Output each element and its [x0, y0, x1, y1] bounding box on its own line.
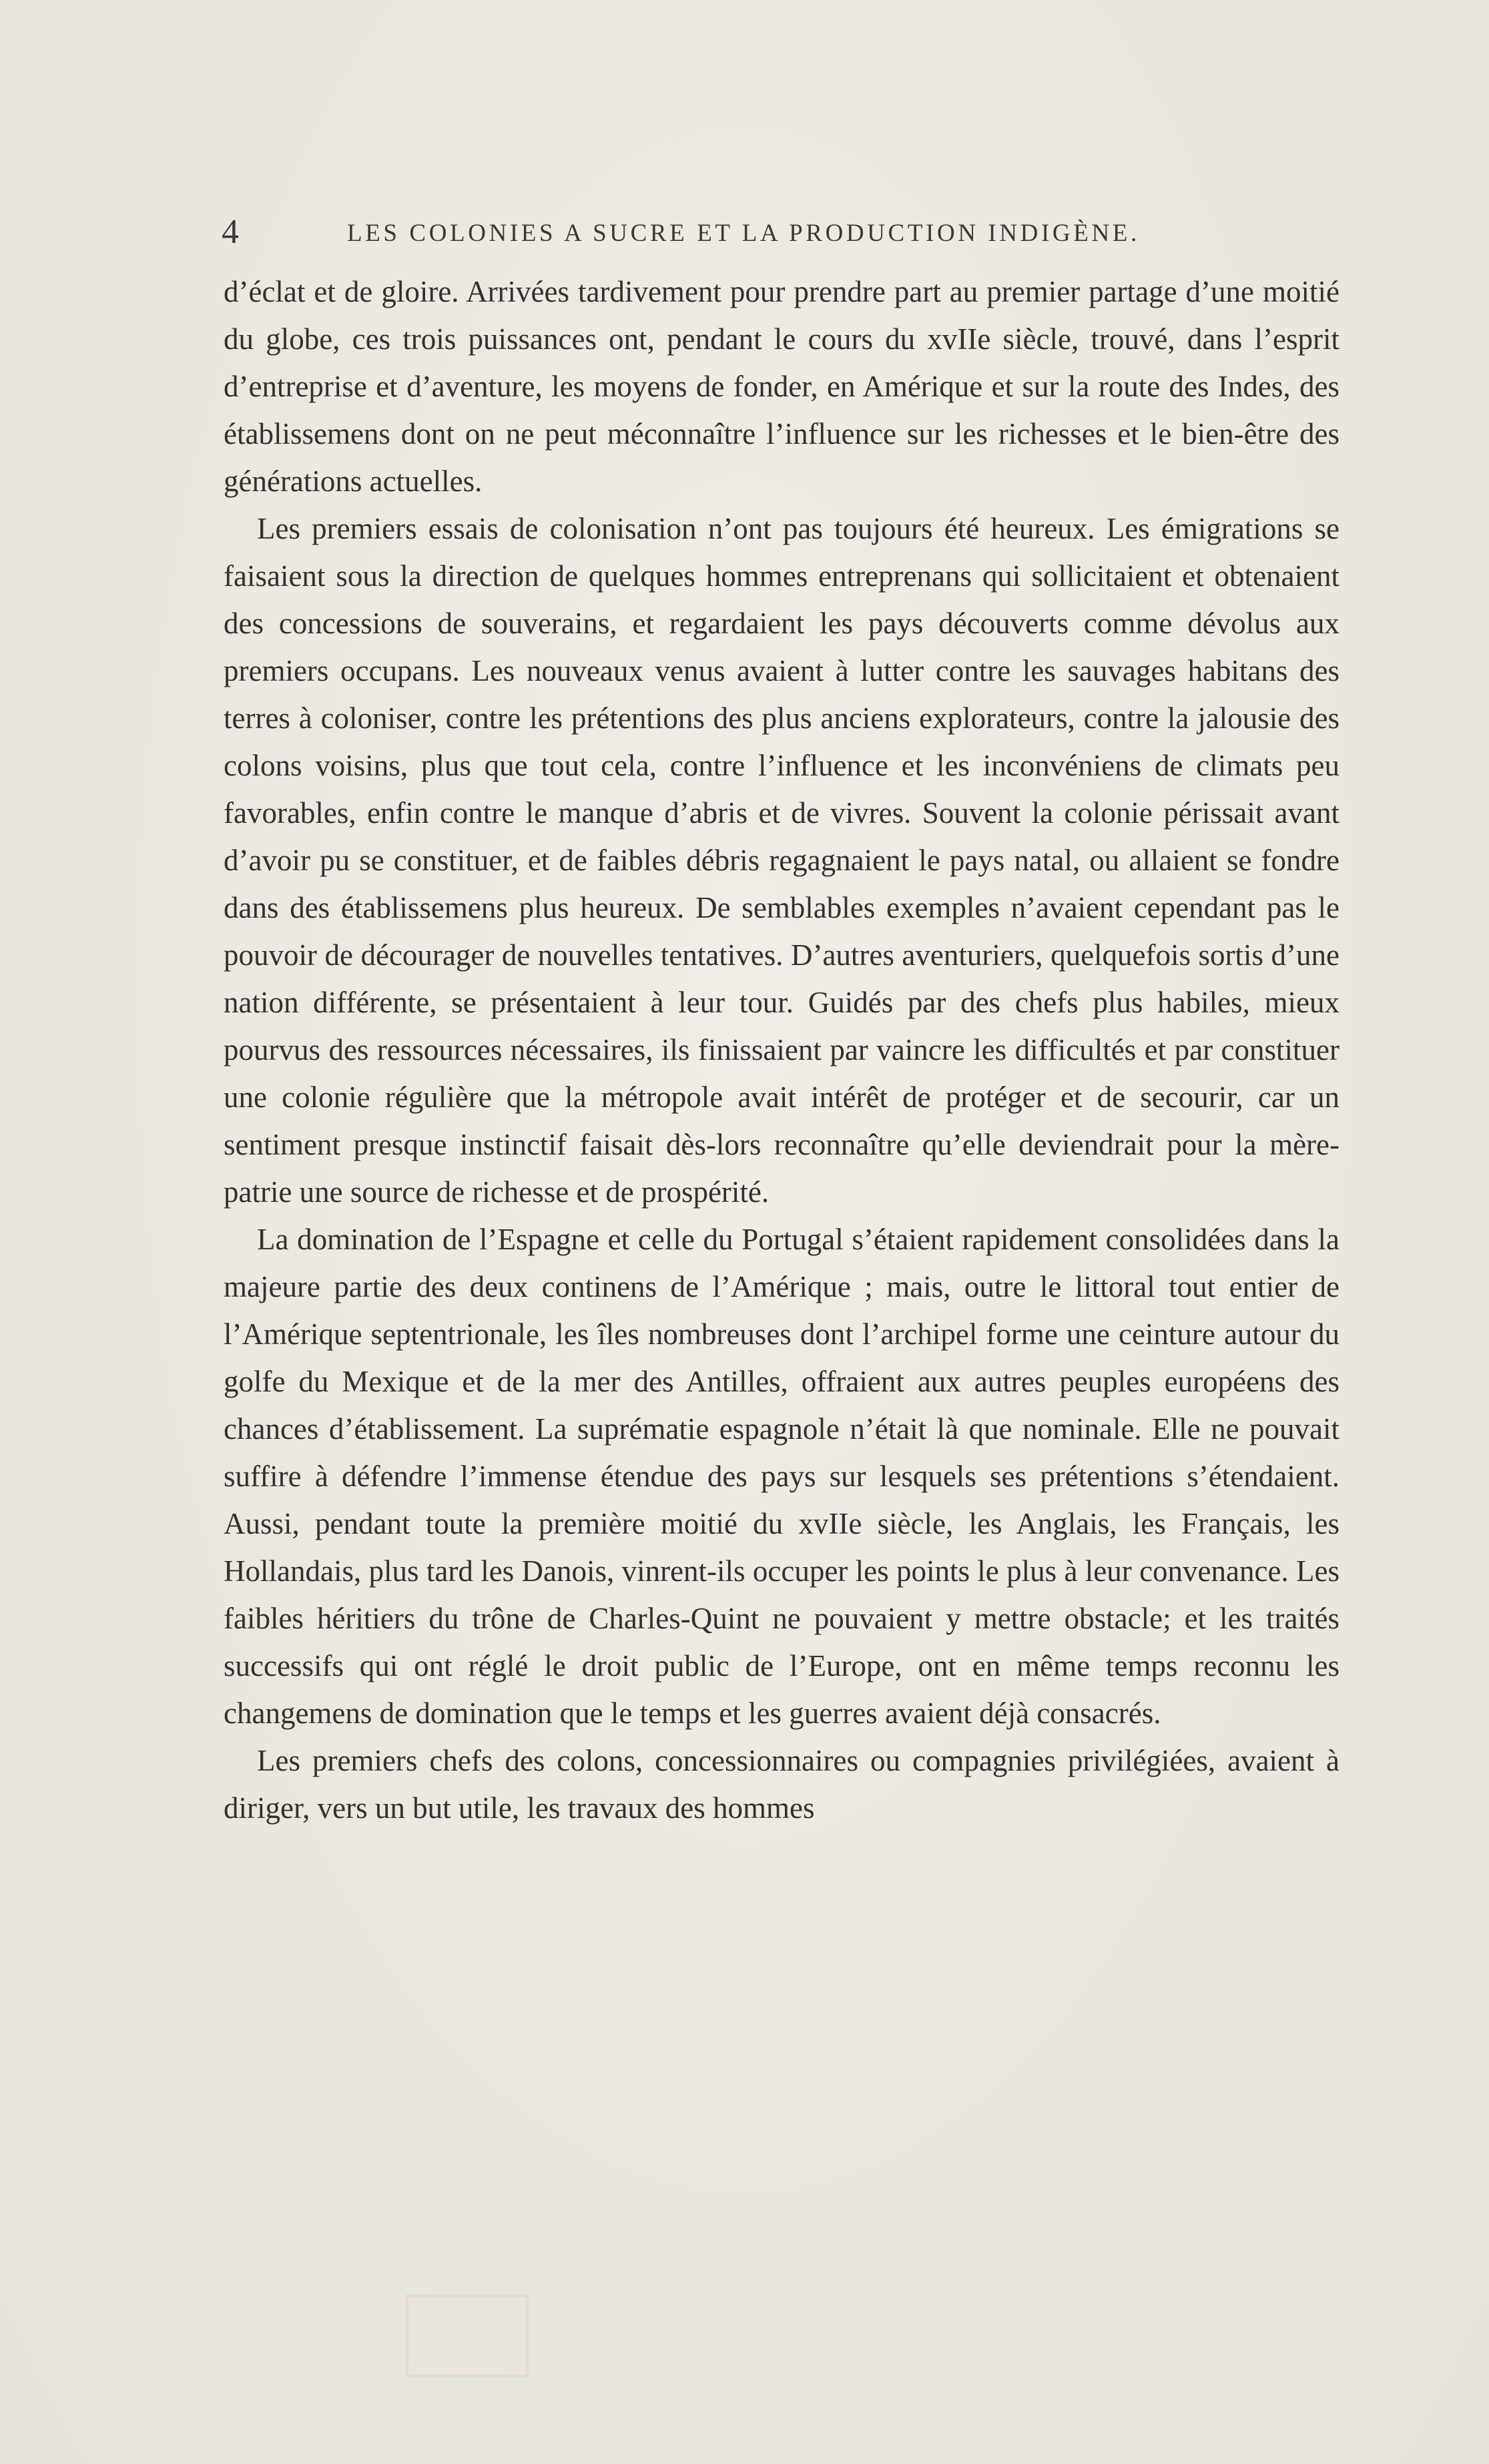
paragraph: Les premiers essais de colonisation n’ont pas toujours été heureux. Les émigrations se faisaient sous la direction de quelques hommes entreprenans qui sollicitaient et obtenaient des concessions de souverains, et regardaient les pays découverts comme dévolus aux premiers occupans. Les nouveaux venus avaient à lutter contre les sauvages habitans des terres à coloniser, contre les prétentions des plus anciens explorateurs, contre la jalousie des colons voisins, plus que tout cela, contre l’influence et les inconvéniens de climats peu favorables, enfin contre le manque d’abris et de vivres. Souvent la colonie périssait avant d’avoir pu se constituer, et de faibles débris regagnaient le pays natal, ou allaient se fondre dans des établissemens plus heureux. De semblables exemples n’avaient cependant pas le pouvoir de décourager de nouvelles tentatives. D’autres aventuriers, quelquefois sortis d’une nation différente, se présentaient à leur tour. Guidés par des chefs plus habiles, mieux pourvus des ressources nécessaires, ils finissaient par vaincre les difficultés et par constituer une colonie régulière que la métropole avait intérêt de protéger et de secourir, car un sentiment presque instinctif faisait dès-lors reconnaître qu’elle deviendrait pour la mère-patrie une source de richesse et de prospérité. — [224, 512, 1339, 1209]
running-title: LES COLONIES A SUCRE ET LA PRODUCTION INDIGÈNE. — [347, 220, 1140, 247]
page-header — [222, 212, 1229, 252]
paragraph: La domination de l’Espagne et celle du Portugal s’étaient rapidement consolidées dans la majeure partie des deux continens de l’Amérique ; mais, outre le littoral tout entier de l’Amérique septentrionale, les îles nombreuses dont l’archipel forme une ceinture autour du golfe du Mexique et de la mer des Antilles, offraient aux autres peuples européens des chances d’établissement. La suprématie espagnole n’était là que nominale. Elle ne pouvait suffire à défendre l’immense étendue des pays sur lesquels ses prétentions s’étendaient. Aussi, pendant toute la première moitié du xvIIe siècle, les Anglais, les Français, les Hollandais, plus tard les Danois, vinrent-ils occuper les points le plus à leur convenance. Les faibles héritiers du trône de Charles-Quint ne pouvaient y mettre obstacle; et les traités successifs qui ont réglé le droit public de l’Europe, ont en même temps reconnu les changemens de domination que le temps et les guerres avaient déjà consacrés. — [224, 1223, 1339, 1730]
paragraph: Les premiers chefs des colons, concessionnaires ou compagnies privilégiées, avaient à diriger, vers un but utile, les travaux des hommes — [224, 1744, 1339, 1825]
page-number: 4 — [222, 213, 239, 251]
text-body — [224, 268, 1339, 1832]
faint-library-stamp — [400, 2289, 534, 2383]
paragraph-continued: d’éclat et de gloire. Arrivées tardivement pour prendre part au premier partage d’une moitié du globe, ces trois puissances ont, pendant le cours du xvIIe siècle, trouvé, dans l’esprit d’entreprise et d’aventure, les moyens de fonder, en Amérique et sur la route des Indes, des établissemens dont on ne peut méconnaître l’influence sur les richesses et le bien-être des générations actuelles. — [224, 275, 1339, 498]
